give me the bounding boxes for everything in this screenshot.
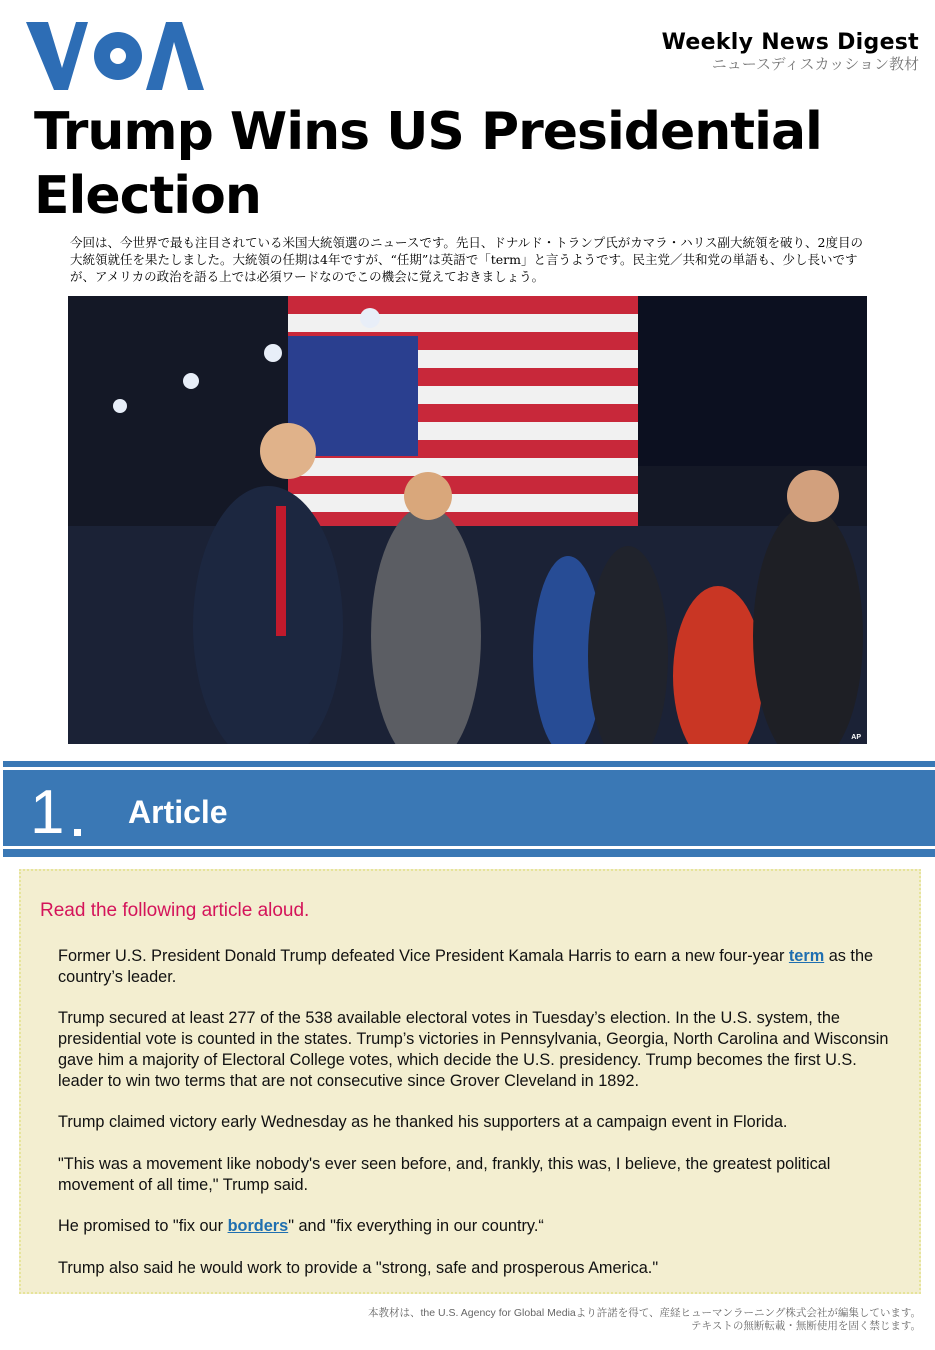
footer-line: テキストの無断転載・無断使用を固く禁じます。 bbox=[691, 1320, 921, 1332]
instruction: Read the following article aloud. bbox=[40, 900, 310, 921]
text: He promised to "fix our bbox=[58, 1217, 228, 1236]
voa-logo bbox=[26, 20, 204, 92]
article-paragraph: "This was a movement like nobody's ever seen before, and, frankly, this was, I believe, the greatest political movement of all time," Trump said. bbox=[58, 1154, 831, 1194]
brand-subtitle: ニュースディスカッション教材 bbox=[711, 56, 919, 73]
section-number: 1 bbox=[30, 778, 65, 847]
news-photo bbox=[68, 296, 867, 744]
section-divider bbox=[3, 761, 935, 767]
text: as the country’s leader. bbox=[58, 947, 874, 986]
brand bbox=[662, 30, 919, 74]
text: " and "fix everything in our country.“ bbox=[288, 1217, 544, 1236]
article-paragraph: Trump also said he would work to provide a "strong, safe and prosperous America." bbox=[58, 1258, 659, 1277]
article-body bbox=[58, 946, 893, 1300]
intro-text: 今回は、今世界で最も注目されている米国大統領選のニュースです。先日、ドナルド・トランプ氏がカマラ・ハリス副大統領を破り、2度目の大統領就任を果たしました。大統領の任期は4年ですが、“任期”は英語で「term」と言うようです。民主党／共和党の単語も、少し長いですが、アメリカの政治を語る上では必須ワードなのでこの機会に覚えておきましょう。 bbox=[70, 235, 863, 284]
article-paragraph: Trump claimed victory early Wednesday as he thanked his supporters at a campaign event in Florida. bbox=[58, 1113, 788, 1132]
page-title: Trump Wins US Presidential Election bbox=[34, 102, 822, 226]
borders-link[interactable]: borders bbox=[227, 1217, 289, 1236]
section-divider bbox=[3, 849, 935, 857]
footer-line: 本教材は、the U.S. Agency for Global Mediaより許諾を得て、産経ヒューマンラーニング株式会社が編集しています。 bbox=[368, 1307, 921, 1319]
section-title: Article bbox=[128, 794, 228, 830]
brand-title: Weekly News Digest bbox=[661, 30, 919, 55]
section-number-dot bbox=[74, 829, 81, 836]
article-paragraph bbox=[58, 1216, 893, 1237]
footer bbox=[368, 1307, 921, 1333]
term-link[interactable]: term bbox=[788, 947, 825, 965]
text: Former U.S. President Donald Trump defeated Vice President Kamala Harris to earn a new four-year bbox=[58, 947, 789, 965]
article-paragraph bbox=[58, 946, 893, 988]
flag-image bbox=[288, 296, 638, 526]
article-paragraph: Trump secured at least 277 of the 538 available electoral votes in Tuesday’s election. In the U.S. system, the presidential vote is counted in the states. Trump’s victories in Pennsylvania, Georgia, North Carolina and Wisconsin gave him a majority of Electoral College votes, which decide the U.S. presidency. Trump becomes the first U.S. leader to win two terms that are not consecutive since Grover Cleveland in 1892. bbox=[58, 1009, 889, 1090]
photo-credit: AP bbox=[851, 734, 861, 741]
